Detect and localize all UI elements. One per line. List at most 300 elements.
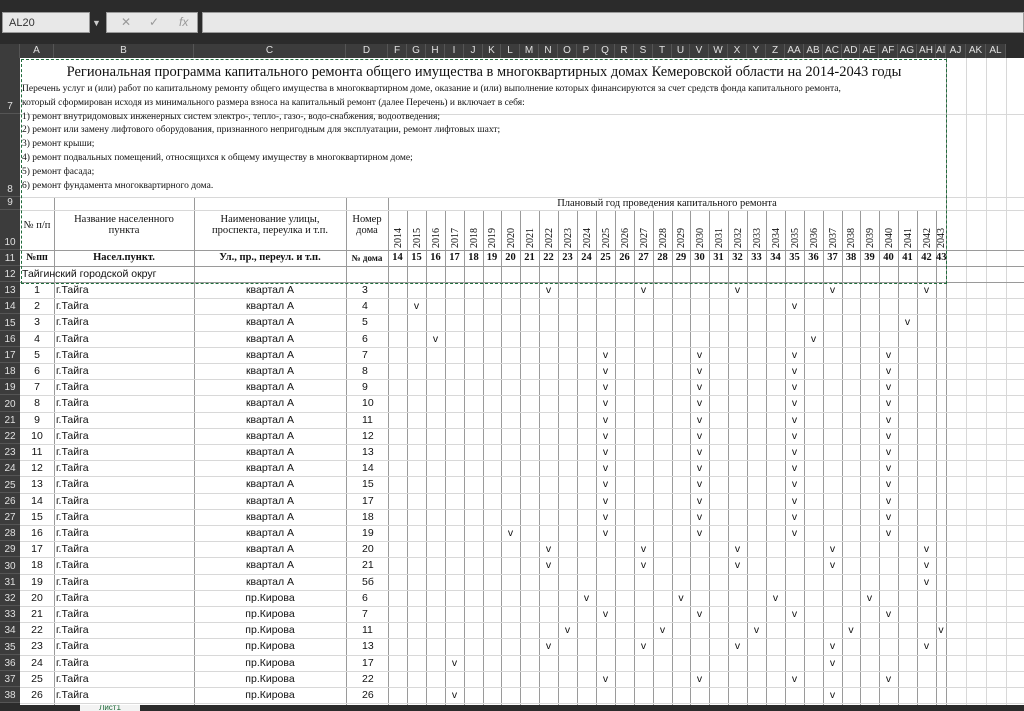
year-label: 2014 xyxy=(392,228,404,248)
column-header-P[interactable]: P xyxy=(577,44,596,58)
gridline xyxy=(709,210,710,705)
check-mark: v xyxy=(640,543,647,556)
row-number: 18 xyxy=(31,559,43,572)
row-house: 6 xyxy=(362,591,368,604)
year-label: 2028 xyxy=(657,228,669,248)
row-header[interactable]: 26 xyxy=(0,493,20,509)
year-label: 2036 xyxy=(808,228,820,248)
row-street: квартал А xyxy=(245,478,295,491)
check-mark: v xyxy=(829,656,836,669)
check-mark: v xyxy=(938,624,944,637)
row-house: 13 xyxy=(362,640,374,653)
check-mark: v xyxy=(848,624,854,637)
row-street: квартал А xyxy=(245,527,295,539)
check-mark: v xyxy=(602,365,609,377)
row-settlement: г.Тайга xyxy=(56,446,89,458)
check-mark: v xyxy=(734,559,741,572)
row-settlement: г.Тайга xyxy=(56,575,89,588)
year-label: 2037 xyxy=(827,228,839,248)
year-label: 2040 xyxy=(883,228,895,248)
check-mark: v xyxy=(696,510,703,523)
header-number: № п/п xyxy=(23,219,51,231)
year-label: 2016 xyxy=(430,228,442,248)
row-street: пр.Кирова xyxy=(245,591,295,604)
check-mark: v xyxy=(583,591,590,604)
check-mark: v xyxy=(734,640,741,653)
row-house: 5 xyxy=(362,316,368,329)
row-house: 11 xyxy=(362,624,373,637)
column-number: 17 xyxy=(449,252,460,263)
gridline xyxy=(986,58,987,705)
description-line: Перечень услуг и (или) работ по капитальному ремонту общего имущества в многоквартирном доме, оказание и (или) выполнение которых финансируются за счет средств фонда капитального ремонта, xyxy=(22,84,841,94)
row-header[interactable]: 11 xyxy=(0,250,20,266)
row-number: 11 xyxy=(31,446,43,458)
row-settlement: г.Тайга xyxy=(56,462,89,475)
check-mark: v xyxy=(829,543,836,556)
row-settlement: г.Тайга xyxy=(56,494,89,507)
description-line: 3) ремонт крыши; xyxy=(22,139,95,150)
row-settlement: г.Тайга xyxy=(56,332,89,345)
column-number: 24 xyxy=(581,252,592,263)
row-settlement: г.Тайга xyxy=(56,316,89,329)
gridline xyxy=(577,210,578,705)
row-number: 5 xyxy=(34,348,40,361)
row-header[interactable]: 30 xyxy=(0,557,20,573)
header-settlement: Название населенного пункта xyxy=(74,214,174,236)
row-header[interactable]: 38 xyxy=(0,687,20,703)
check-mark: v xyxy=(602,348,609,361)
column-header-V[interactable]: V xyxy=(690,44,709,58)
column-header-B[interactable]: B xyxy=(54,44,194,58)
column-number: 16 xyxy=(430,252,441,263)
column-header-AC[interactable]: AC xyxy=(823,44,842,58)
check-mark: v xyxy=(602,462,609,475)
row-street: квартал А xyxy=(245,575,295,588)
check-mark: v xyxy=(602,672,609,685)
row-header[interactable]: 23 xyxy=(0,444,20,460)
check-mark: v xyxy=(602,510,609,523)
column-number: 30 xyxy=(694,252,705,263)
column-number: 40 xyxy=(883,252,894,263)
header-house: Номер дома xyxy=(352,214,382,236)
check-mark: v xyxy=(602,608,609,620)
check-mark: v xyxy=(696,608,703,620)
row-settlement: г.Тайга xyxy=(56,672,89,685)
row-settlement: г.Тайга xyxy=(56,348,89,361)
sheet-tab-active[interactable]: Лист1 xyxy=(80,705,140,711)
gridline xyxy=(966,58,967,705)
row-header[interactable]: 9 xyxy=(0,197,20,210)
check-mark: v xyxy=(791,397,798,410)
year-label: 2022 xyxy=(543,228,555,248)
row-settlement: г.Тайга xyxy=(56,689,89,701)
row-number: 23 xyxy=(31,640,43,653)
year-label: 2042 xyxy=(921,228,933,248)
column-header-C[interactable]: C xyxy=(194,44,346,58)
row-house: 13 xyxy=(362,446,374,458)
gridline xyxy=(501,210,502,705)
row-street: квартал А xyxy=(245,348,295,361)
check-mark: v xyxy=(791,478,798,491)
row-header[interactable]: 24 xyxy=(0,460,20,476)
check-mark: v xyxy=(696,381,703,394)
row-header[interactable]: 33 xyxy=(0,606,20,622)
row-street: пр.Кирова xyxy=(245,672,295,685)
row-header[interactable]: 25 xyxy=(0,476,20,492)
row-number: 16 xyxy=(31,527,43,539)
check-mark: v xyxy=(507,527,514,539)
check-mark: v xyxy=(696,494,703,507)
row-header[interactable]: 18 xyxy=(0,363,20,379)
row-settlement: г.Тайга xyxy=(56,284,89,296)
row-header[interactable]: 22 xyxy=(0,428,20,444)
row-number: 9 xyxy=(34,413,40,426)
row-settlement: г.Тайга xyxy=(56,365,89,377)
column-header-N[interactable]: N xyxy=(539,44,558,58)
row-header[interactable]: 13 xyxy=(0,282,20,298)
year-label: 2030 xyxy=(694,228,706,248)
column-header-M[interactable]: M xyxy=(520,44,539,58)
row-header[interactable]: 7 xyxy=(0,58,20,114)
check-mark: v xyxy=(602,381,609,394)
worksheet-grid[interactable] xyxy=(20,58,1024,705)
row-house: 15 xyxy=(362,478,374,491)
column-header-G[interactable]: G xyxy=(407,44,426,58)
column-header-R[interactable]: R xyxy=(615,44,634,58)
select-all-corner[interactable] xyxy=(0,44,20,58)
check-mark: v xyxy=(696,429,703,442)
fx-icon[interactable]: fx xyxy=(179,15,189,29)
row-settlement: г.Тайга xyxy=(56,559,89,572)
column-header-O[interactable]: O xyxy=(558,44,577,58)
check-mark: v xyxy=(923,543,930,556)
column-number: 20 xyxy=(505,252,516,263)
column-header-AA[interactable]: AA xyxy=(785,44,804,58)
row-settlement: г.Тайга xyxy=(56,478,89,491)
row-header[interactable]: 15 xyxy=(0,314,20,330)
check-mark: v xyxy=(923,284,930,296)
row-street: пр.Кирова xyxy=(245,640,295,653)
row-house: 6 xyxy=(362,332,368,345)
row-house: 17 xyxy=(362,656,374,669)
row-header[interactable]: 12 xyxy=(0,266,20,282)
year-label: 2027 xyxy=(638,228,650,248)
row-header[interactable]: 17 xyxy=(0,347,20,363)
row-header[interactable]: 19 xyxy=(0,379,20,395)
check-mark: v xyxy=(791,462,798,475)
check-mark: v xyxy=(923,559,930,572)
gridline xyxy=(520,210,521,705)
column-header-AH[interactable]: AH xyxy=(917,44,936,58)
check-mark: v xyxy=(885,527,892,539)
column-header-Q[interactable]: Q xyxy=(596,44,615,58)
check-mark: v xyxy=(602,446,609,458)
check-mark: v xyxy=(866,591,873,604)
check-mark: v xyxy=(640,640,647,653)
check-mark: v xyxy=(810,332,817,345)
row-number: 17 xyxy=(31,543,43,556)
column-number: 42 xyxy=(921,252,932,263)
row-settlement: г.Тайга xyxy=(56,510,89,523)
row-house: 5б xyxy=(362,575,374,588)
column-header-Y[interactable]: Y xyxy=(747,44,766,58)
column-number: 27 xyxy=(638,252,649,263)
check-mark: v xyxy=(640,559,647,572)
year-label: 2017 xyxy=(449,228,461,248)
check-mark: v xyxy=(885,608,892,620)
sheet-title: Региональная программа капитального ремонта общего имущества в многоквартирных домах Кемеровской области на 2014-2043 годы xyxy=(66,64,902,80)
row-header[interactable]: 27 xyxy=(0,509,20,525)
year-label: 2039 xyxy=(864,228,876,248)
gridline xyxy=(898,210,899,705)
column-header-Z[interactable]: Z xyxy=(766,44,785,58)
row-header[interactable]: 34 xyxy=(0,622,20,638)
check-mark: v xyxy=(696,348,703,361)
year-label: 2021 xyxy=(524,228,536,248)
column-number: 31 xyxy=(713,252,724,263)
check-mark: v xyxy=(734,284,741,296)
row-settlement: г.Тайга xyxy=(56,397,89,410)
row-street: пр.Кирова xyxy=(245,608,295,620)
check-mark: v xyxy=(545,640,552,653)
short-number: №пп xyxy=(26,252,48,263)
row-number: 8 xyxy=(34,397,40,410)
check-mark: v xyxy=(564,624,571,637)
formula-input[interactable] xyxy=(202,12,1024,33)
row-house: 26 xyxy=(362,689,374,701)
check-mark: v xyxy=(885,462,892,475)
column-header-W[interactable]: W xyxy=(709,44,728,58)
column-number: 14 xyxy=(392,252,403,263)
check-mark: v xyxy=(451,656,458,669)
column-header-AE[interactable]: AE xyxy=(860,44,879,58)
row-street: пр.Кирова xyxy=(245,689,295,701)
row-settlement: г.Тайга xyxy=(56,640,89,653)
column-header-AK[interactable]: AK xyxy=(966,44,986,58)
check-mark: v xyxy=(696,365,703,377)
row-header[interactable]: 21 xyxy=(0,412,20,428)
year-label: 2031 xyxy=(713,228,725,248)
gridline xyxy=(464,210,465,705)
check-mark: v xyxy=(696,478,703,491)
column-number: 39 xyxy=(864,252,875,263)
year-label: 2024 xyxy=(581,228,593,248)
column-number: 21 xyxy=(524,252,535,263)
short-street: Ул., пр., переул. и т.п. xyxy=(219,252,321,263)
description-line: 1) ремонт внутридомовых инженерных систем электро-, тепло-, газо-, водо-снабжения, водоотведения; xyxy=(22,111,441,122)
row-street: пр.Кирова xyxy=(245,656,295,669)
column-number: 32 xyxy=(732,252,743,263)
check-mark: v xyxy=(602,527,609,539)
check-mark: v xyxy=(696,413,703,426)
row-header[interactable]: 14 xyxy=(0,298,20,314)
row-number: 4 xyxy=(34,332,40,345)
check-mark: v xyxy=(602,478,609,491)
check-mark: v xyxy=(885,381,892,394)
year-label: 2023 xyxy=(562,228,574,248)
check-mark: v xyxy=(696,672,703,685)
row-street: квартал А xyxy=(245,284,295,296)
year-label: 2038 xyxy=(846,228,857,248)
check-mark: v xyxy=(885,478,892,491)
year-label: 2015 xyxy=(411,228,423,248)
row-settlement: г.Тайга xyxy=(56,591,89,604)
column-header-J[interactable]: J xyxy=(464,44,483,58)
row-header[interactable]: 31 xyxy=(0,574,20,590)
row-house: 7 xyxy=(362,348,368,361)
check-mark: v xyxy=(791,527,798,539)
row-header[interactable]: 8 xyxy=(0,114,20,197)
row-house: 18 xyxy=(362,510,374,523)
row-settlement: г.Тайга xyxy=(56,381,89,394)
row-header[interactable]: 29 xyxy=(0,541,20,557)
check-mark: v xyxy=(640,284,647,296)
row-street: квартал А xyxy=(245,365,295,377)
check-mark: v xyxy=(885,672,892,685)
row-header[interactable]: 10 xyxy=(0,210,20,250)
check-mark: v xyxy=(696,397,703,410)
row-number: 14 xyxy=(31,494,43,507)
row-number: 20 xyxy=(31,591,43,604)
row-number: 15 xyxy=(31,510,43,523)
row-house: 4 xyxy=(362,300,368,313)
check-mark: v xyxy=(753,624,760,637)
row-street: квартал А xyxy=(245,316,295,329)
row-house: 20 xyxy=(362,543,374,556)
check-mark: v xyxy=(791,348,798,361)
chevron-down-icon[interactable]: ▼ xyxy=(92,18,101,28)
column-header-AB[interactable]: AB xyxy=(804,44,823,58)
column-header-AI[interactable]: AI xyxy=(936,45,946,56)
column-header-AG[interactable]: AG xyxy=(898,44,917,58)
row-header[interactable]: 35 xyxy=(0,638,20,654)
row-settlement: г.Тайга xyxy=(56,608,89,620)
row-house: 19 xyxy=(362,527,374,539)
row-header[interactable]: 37 xyxy=(0,671,20,687)
description-line: который сформирован исходя из минимального размера взноса на капитальный ремонт (далее Перечень) и включает в себя: xyxy=(22,97,525,108)
column-number: 15 xyxy=(411,252,422,263)
column-header-A[interactable]: A xyxy=(20,44,54,58)
row-number: 6 xyxy=(34,365,40,377)
row-street: квартал А xyxy=(245,429,295,442)
column-header-AF[interactable]: AF xyxy=(879,44,898,58)
short-settlement: Насел.пункт. xyxy=(93,252,155,263)
check-mark: v xyxy=(791,365,798,377)
row-number: 21 xyxy=(31,608,43,620)
column-number: 35 xyxy=(789,252,800,263)
row-header[interactable]: 20 xyxy=(0,395,20,411)
row-settlement: г.Тайга xyxy=(56,300,89,313)
check-mark: v xyxy=(791,446,798,458)
column-header-F[interactable]: F xyxy=(388,44,407,58)
column-header-U[interactable]: U xyxy=(672,44,690,58)
row-header[interactable]: 36 xyxy=(0,655,20,671)
check-mark: v xyxy=(885,429,892,442)
check-mark: v xyxy=(791,300,798,313)
column-number: 43 xyxy=(936,252,946,263)
check-mark: v xyxy=(885,397,892,410)
check-mark: v xyxy=(885,413,892,426)
column-number: 22 xyxy=(543,252,554,263)
cancel-icon[interactable]: ✕ xyxy=(121,15,132,29)
column-header-H[interactable]: H xyxy=(426,44,445,58)
check-mark: v xyxy=(602,429,609,442)
check-mark: v xyxy=(696,446,703,458)
check-mark: v xyxy=(791,381,798,394)
year-label: 2020 xyxy=(505,228,517,248)
check-mark: v xyxy=(545,543,552,556)
row-number: 24 xyxy=(31,656,43,669)
row-header[interactable]: 28 xyxy=(0,525,20,541)
year-label: 2018 xyxy=(468,228,480,248)
group-label: Тайгинский городской округ xyxy=(22,268,157,280)
column-header-K[interactable]: K xyxy=(483,44,501,58)
row-house: 17 xyxy=(362,494,374,507)
check-mark: v xyxy=(829,559,836,572)
column-header-AL[interactable]: AL xyxy=(986,44,1006,58)
column-header-AD[interactable]: AD xyxy=(842,44,860,58)
column-header-X[interactable]: X xyxy=(728,44,747,58)
gridline xyxy=(426,210,427,705)
row-house: 9 xyxy=(362,381,368,394)
check-mark: v xyxy=(659,624,666,637)
row-header[interactable]: 32 xyxy=(0,590,20,606)
gridline xyxy=(445,210,446,705)
column-header-AJ[interactable]: AJ xyxy=(946,44,966,58)
row-settlement: г.Тайга xyxy=(56,429,89,442)
enter-icon[interactable]: ✓ xyxy=(149,15,160,29)
column-number: 19 xyxy=(486,252,498,263)
row-house: 10 xyxy=(362,397,374,410)
row-street: пр.Кирова xyxy=(245,624,295,637)
check-mark: v xyxy=(734,543,741,556)
formula-bar xyxy=(0,0,1024,44)
year-label: 2032 xyxy=(732,228,744,248)
column-header-I[interactable]: I xyxy=(445,44,464,58)
check-mark: v xyxy=(791,672,798,685)
row-street: квартал А xyxy=(245,559,295,572)
check-mark: v xyxy=(545,559,552,572)
check-mark: v xyxy=(602,494,609,507)
row-number: 7 xyxy=(34,381,40,394)
column-header-D[interactable]: D xyxy=(346,44,388,58)
check-mark: v xyxy=(791,510,798,523)
column-number: 37 xyxy=(827,252,838,263)
column-header-L[interactable]: L xyxy=(501,44,520,58)
gridline xyxy=(1006,58,1007,705)
check-mark: v xyxy=(829,689,836,701)
check-mark: v xyxy=(432,332,439,345)
row-settlement: г.Тайга xyxy=(56,624,89,637)
row-number: 26 xyxy=(31,689,43,701)
row-house: 22 xyxy=(362,672,374,685)
row-street: квартал А xyxy=(245,397,295,410)
year-label: 2019 xyxy=(487,228,498,248)
name-box[interactable]: AL20 xyxy=(2,12,90,33)
row-street: квартал А xyxy=(245,332,295,345)
row-number: 12 xyxy=(31,462,43,475)
row-header[interactable]: 16 xyxy=(0,331,20,347)
gridline xyxy=(860,210,861,705)
row-street: квартал А xyxy=(245,510,295,523)
check-mark: v xyxy=(602,397,609,410)
header-street: Наименование улицы, проспекта, переулка и т.п. xyxy=(211,214,328,236)
gridline xyxy=(766,210,767,705)
column-header-S[interactable]: S xyxy=(634,44,653,58)
column-number: 38 xyxy=(845,252,857,263)
column-header-T[interactable]: T xyxy=(653,44,672,58)
year-label: 2043 xyxy=(936,228,947,248)
